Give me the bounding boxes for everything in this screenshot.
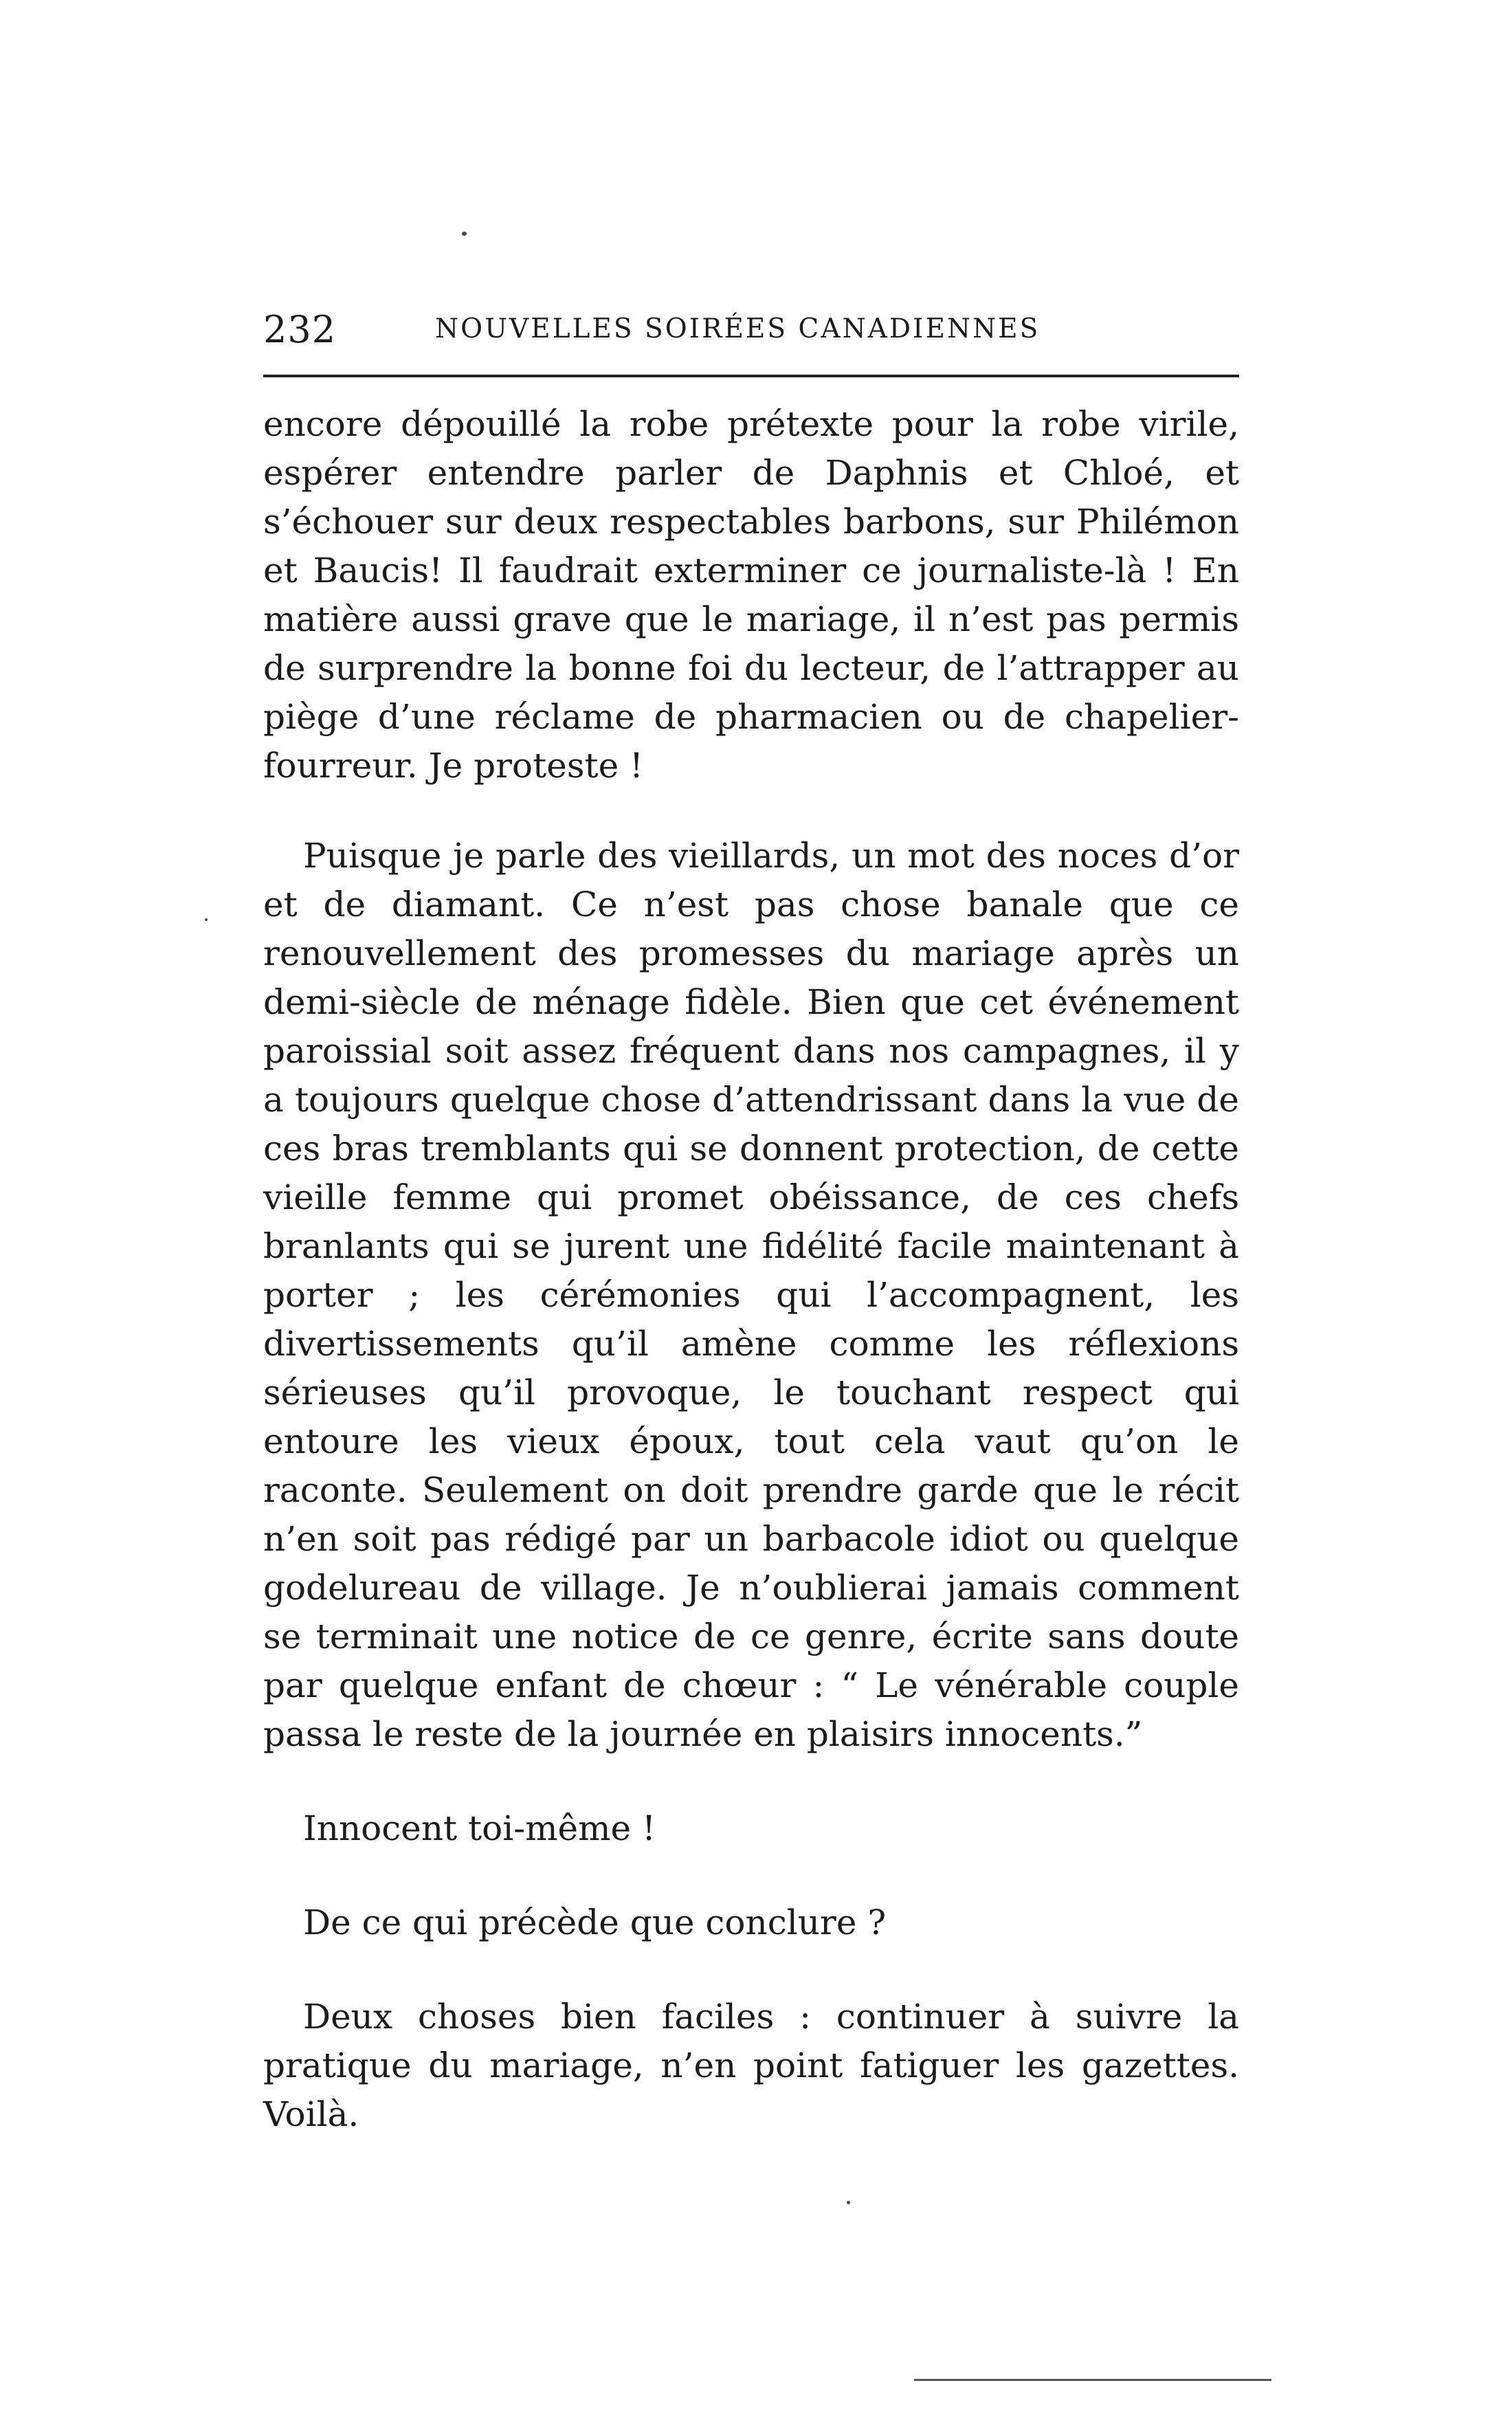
paragraph-question: De ce qui précède que conclure ? <box>303 1903 887 1942</box>
page-number: 232 <box>263 308 337 351</box>
ink-speck <box>205 918 208 921</box>
body-text <box>263 400 1239 2139</box>
bottom-rule <box>914 2379 1271 2381</box>
page-header <box>263 302 1239 351</box>
paragraph-continuation: encore dépouillé la robe prétexte pour la robe virile, espérer entendre parler de Daphnis et Chloé, et s’échouer sur deux respectables barbons, sur Philémon et Baucis! Il faudrait exterminer ce journaliste-là ! En matière aussi grave que le mariage, il n’est pas permis de surprendre la bonne foi du lecteur, de l’attrapper au piège d’une réclame de pharmacien ou de chapelier-fourreur. Je proteste ! <box>263 404 1239 786</box>
ink-speck <box>462 232 467 236</box>
ink-speck <box>847 2201 850 2204</box>
paragraph-conclusion: Deux choses bien faciles : continuer à suivre la pratique du mariage, n’en point fatiguer les gazettes. Voilà. <box>263 1997 1239 2134</box>
running-title: NOUVELLES SOIRÉES CANADIENNES <box>435 313 1041 344</box>
paragraph-noces: Puisque je parle des vieillards, un mot des noces d’or et de diamant. Ce n’est pas chose banale que ce renouvellement des promesses du mariage après un demi-siècle de ménage fidèle. Bien que cet événement paroissial soit assez fréquent dans nos campagnes, il y a toujours quelque chose d’attendrissant dans la vue de ces bras tremblants qui se donnent protection, de cette vieille femme qui promet obéissance, de ces chefs branlants qui se jurent une fidélité facile maintenant à porter ; les cérémonies qui l’accompagnent, les divertissements qu’il amène comme les réflexions sérieuses qu’il provoque, le touchant respect qui entoure les vieux époux, tout cela vaut qu’on le raconte. Seulement on doit prendre garde que le récit n’en soit pas rédigé par un barbacole idiot ou quelque godelureau de village. Je n’oublierai jamais comment se terminait une notice de ce genre, écrite sans doute par quelque enfant de chœur : “ Le vénérable couple passa le reste de la journée en plaisirs innocents.” <box>263 836 1239 1754</box>
paragraph-innocent: Innocent toi-même ! <box>303 1808 656 1848</box>
header-rule <box>263 375 1239 377</box>
